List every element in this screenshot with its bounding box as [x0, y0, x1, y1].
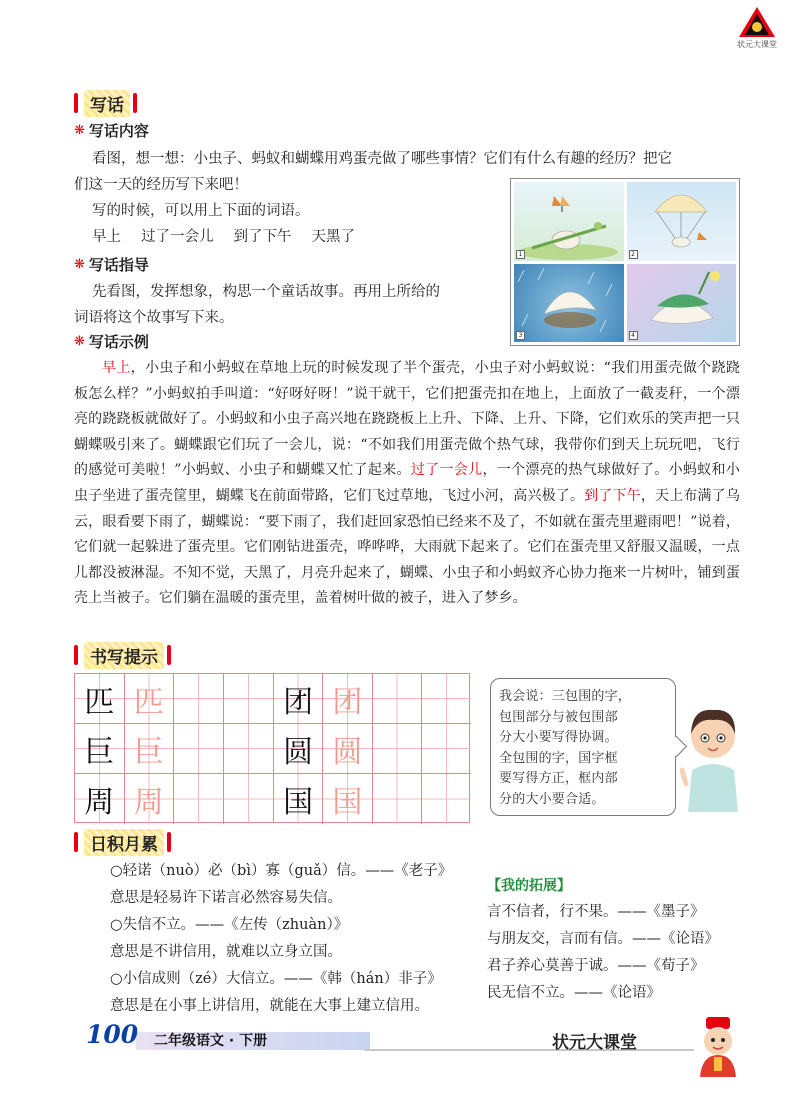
trace-char: 国: [332, 785, 363, 820]
model-char: 巨: [84, 734, 115, 770]
content-paragraph-line1: 看图，想一想：小虫子、蚂蚁和蝴蝶用鸡蛋壳做了哪些事情？它们有什么有趣的经历？把它: [92, 151, 672, 167]
grid-row: [274, 724, 471, 774]
brand-logo: [734, 6, 780, 50]
word-item: 过了一会儿: [141, 229, 214, 245]
practice-cell[interactable]: [224, 724, 274, 773]
word-item: 到了下午: [233, 229, 292, 245]
picture-number: 2: [629, 250, 638, 259]
subheading-example: ❋ 写话示例: [74, 333, 149, 351]
saying-meaning: 意思是轻易许下诺言必然容易失信。: [110, 890, 342, 906]
brand-name: 状元大课堂: [552, 1033, 637, 1053]
boy-illustration: [680, 700, 746, 812]
bubble-line: 要写得方正，框内部: [499, 771, 618, 786]
practice-cell[interactable]: [224, 674, 274, 723]
grid-row: [75, 674, 273, 724]
guide-line2: 词语将这个故事写下来。: [74, 310, 234, 326]
practice-cell[interactable]: [422, 674, 471, 723]
picture-balloon: [627, 182, 737, 261]
story-text: ，一个漂亮的热气球做好了。小蚂蚁和小虫子坐进了蛋壳筐里，蝴蝶飞在前面带路，它们飞过草地，飞过小河，高兴极了。: [74, 462, 741, 504]
model-char: 国: [283, 785, 314, 820]
grid-row: [274, 774, 471, 824]
extension-title: 【我的拓展】: [487, 878, 571, 894]
asterisk-icon: ❋: [74, 334, 85, 349]
trace-char: 周: [133, 785, 164, 820]
example-story: [74, 356, 740, 612]
practice-cell[interactable]: [373, 724, 422, 773]
extension-line: 君子养心莫善于诚。——《荀子》: [487, 958, 705, 974]
grid-row: [274, 674, 471, 724]
grid-right: [273, 674, 471, 822]
model-char: 圆: [283, 734, 314, 770]
model-char: 匹: [84, 684, 115, 720]
story-picture-panel: [510, 178, 740, 346]
guide-line1: 先看图，发挥想象，构思一个童话故事。再用上所给的: [92, 284, 440, 300]
word-item: 早上: [92, 229, 121, 245]
bubble-line: 分大小要写得协调。: [499, 730, 618, 745]
practice-cell[interactable]: [422, 774, 471, 824]
extension-line: 与朋友交，言而有信。——《论语》: [487, 931, 719, 947]
saying-meaning: 意思是不讲信用，就难以立身立国。: [110, 944, 342, 960]
model-char: 团: [283, 684, 314, 720]
bubble-line: 分的大小要合适。: [499, 791, 605, 807]
picture-rain: [514, 264, 624, 343]
saying-line: ○失信不立。——《左传（zhuàn）》: [110, 917, 349, 933]
word-item: 天黑了: [311, 229, 355, 245]
page-footer: [74, 1018, 754, 1052]
bubble-line: 全包围的字，国字框: [499, 750, 618, 766]
practice-cell[interactable]: [373, 674, 422, 723]
story-text: ，天上布满了乌云，眼看要下雨了，蝴蝶说：“要下雨了，我们赶回家恐怕已经来不及了，不如就在蛋壳里避雨吧！”说着，它们就一起躲进了蛋壳里。它们刚钻进蛋壳，哗哗哗，大雨就下起来了。它们在蛋壳里又舒服又温暖，一点儿都没被淋湿。不知不觉，天黑了，月亮升起来了，蝴蝶、小虫子和小蚂蚁齐心协力拖来一片树叶，铺到蛋壳上当被子。它们躺在温暖的蛋壳里，盖着树叶做的被子，进入了梦乡。: [74, 487, 740, 607]
grid-left: [75, 674, 273, 822]
saying-meaning: 意思是在小事上讲信用，就能在大事上建立信用。: [110, 998, 429, 1014]
story-keyword: 到了下午: [584, 487, 641, 504]
subheading-content: ❋ 写话内容: [74, 122, 149, 140]
word-list: [92, 224, 492, 250]
story-keyword: 过了一会儿: [410, 462, 483, 479]
writing-grid: [74, 673, 470, 823]
brand-logo-icon: [738, 6, 776, 38]
grid-row: [75, 774, 273, 824]
section-header-hint: [74, 642, 171, 668]
picture-number: 1: [516, 250, 525, 259]
section-header-daily: [74, 829, 171, 855]
trace-char: 匹: [133, 684, 164, 720]
picture-seesaw: [514, 182, 624, 261]
book-title: 二年级语文 · 下册: [154, 1033, 268, 1049]
speech-bubble: [490, 678, 676, 816]
bubble-line: 包围部分与被包围部: [499, 709, 618, 725]
mascot-illustration: [690, 1015, 746, 1079]
practice-cell[interactable]: [174, 724, 224, 773]
brand-logo-text: 状元大课堂: [737, 40, 777, 49]
story-keyword: 早上: [102, 360, 131, 376]
story-text: ，小虫子和小蚂蚁在草地上玩的时候发现了半个蛋壳，小虫子对小蚂蚁说：“我们用蛋壳做个跷跷板怎么样？”小蚂蚁拍手叫道：“好呀好呀！”说干就干，它们把蛋壳扣在地上，上面放了一截麦秆，一个漂亮的跷跷板就做好了。小蚂蚁和小虫子高兴地在跷跷板上上升、下降、上升、下降，它们欢乐的笑声把一只蝴蝶吸引来了。蝴蝶跟它们玩了一会儿，说：“不如我们用蛋壳做个热气球，我带你们到天上玩玩吧，飞行的感觉可美啦！”小蚂蚁、小虫子和蝴蝶又忙了起来。: [74, 360, 740, 479]
page-number: 100: [86, 1020, 139, 1049]
section-header-writing: [74, 90, 137, 116]
practice-cell[interactable]: [373, 774, 422, 824]
practice-cell[interactable]: [422, 724, 471, 773]
subheading-guide: ❋ 写话指导: [74, 256, 149, 274]
content-paragraph-line2: 们这一天的经历写下来吧！: [74, 177, 248, 193]
extension-line: 言不信者，行不果。——《墨子》: [487, 904, 705, 920]
trace-char: 圆: [332, 734, 363, 770]
section-title: 日积月累: [84, 829, 164, 856]
grid-row: [75, 724, 273, 774]
practice-cell[interactable]: [174, 674, 224, 723]
trace-char: 巨: [133, 734, 164, 770]
saying-line: ○小信成则（zé）大信立。——《韩（hán）非子》: [110, 971, 442, 987]
trace-char: 团: [332, 684, 363, 720]
section-title: 书写提示: [84, 642, 164, 669]
content-paragraph-hint: 写的时候，可以用上下面的词语。: [92, 203, 310, 219]
picture-night: [627, 264, 737, 343]
asterisk-icon: ❋: [74, 123, 85, 138]
saying-line: ○轻诺（nuò）必（bì）寡（guǎ）信。——《老子》: [110, 863, 453, 879]
model-char: 周: [84, 785, 115, 820]
picture-number: 4: [629, 331, 638, 340]
asterisk-icon: ❋: [74, 257, 85, 272]
section-title: 写话: [84, 90, 130, 117]
practice-cell[interactable]: [224, 774, 274, 824]
practice-cell[interactable]: [174, 774, 224, 824]
bubble-line: 我会说：三包围的字，: [499, 689, 632, 704]
extension-line: 民无信不立。——《论语》: [487, 985, 661, 1001]
picture-number: 3: [516, 331, 525, 340]
